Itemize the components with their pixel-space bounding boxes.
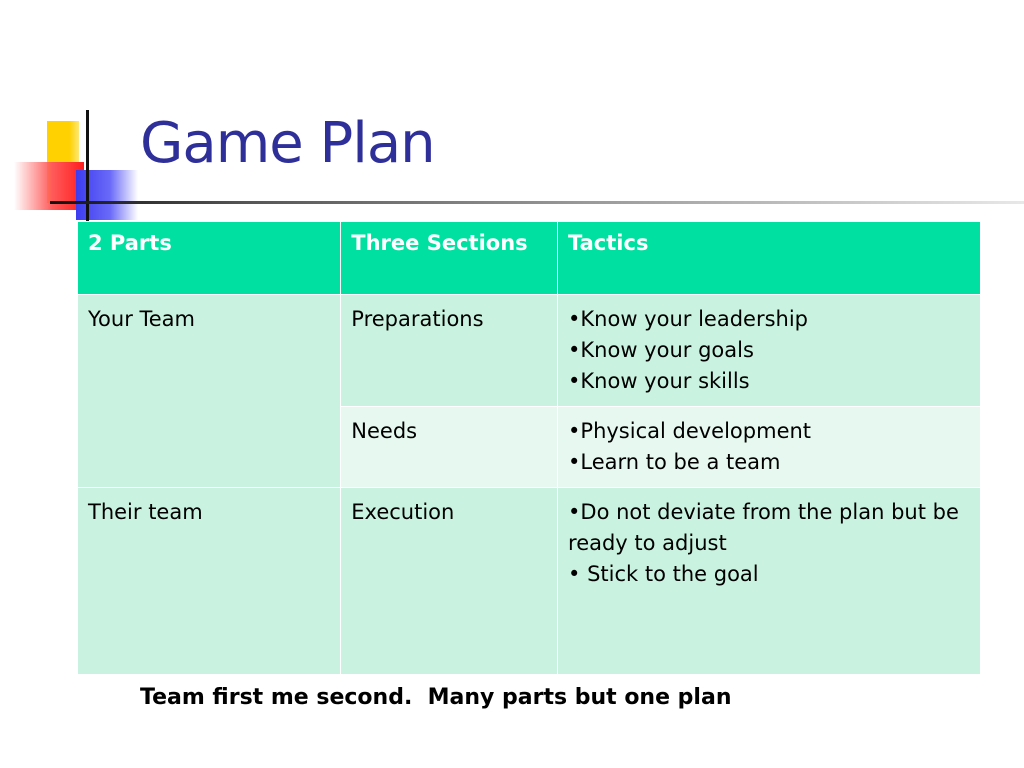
tactic-item: •Physical development	[568, 419, 812, 443]
tactic-item: • Stick to the goal	[568, 562, 759, 586]
column-header: Tactics	[558, 222, 981, 295]
section-cell: Execution	[341, 488, 558, 675]
tactic-item: •Do not deviate from the plan but be ready to adjust	[568, 500, 959, 555]
tactic-item: •Know your goals	[568, 338, 754, 362]
table-header-row	[78, 222, 981, 295]
column-header: 2 Parts	[78, 222, 341, 295]
game-plan-table	[77, 221, 981, 675]
tactic-item: •Know your skills	[568, 369, 750, 393]
section-cell: Needs	[341, 407, 558, 488]
decor-vertical-line	[86, 110, 89, 222]
slide-title: Game Plan	[140, 111, 435, 176]
tactic-item: •Learn to be a team	[568, 450, 781, 474]
tactic-item: •Know your leadership	[568, 307, 808, 331]
footer-caption: Team first me second. Many parts but one plan	[140, 685, 732, 710]
tactics-cell	[558, 488, 981, 675]
table-row	[78, 488, 981, 675]
column-header: Three Sections	[341, 222, 558, 295]
part-cell: Your Team	[78, 295, 341, 488]
section-cell: Preparations	[341, 295, 558, 407]
tactics-cell	[558, 295, 981, 407]
tactics-cell	[558, 407, 981, 488]
part-cell: Their team	[78, 488, 341, 675]
table-row	[78, 295, 981, 407]
title-underline	[50, 201, 1024, 204]
